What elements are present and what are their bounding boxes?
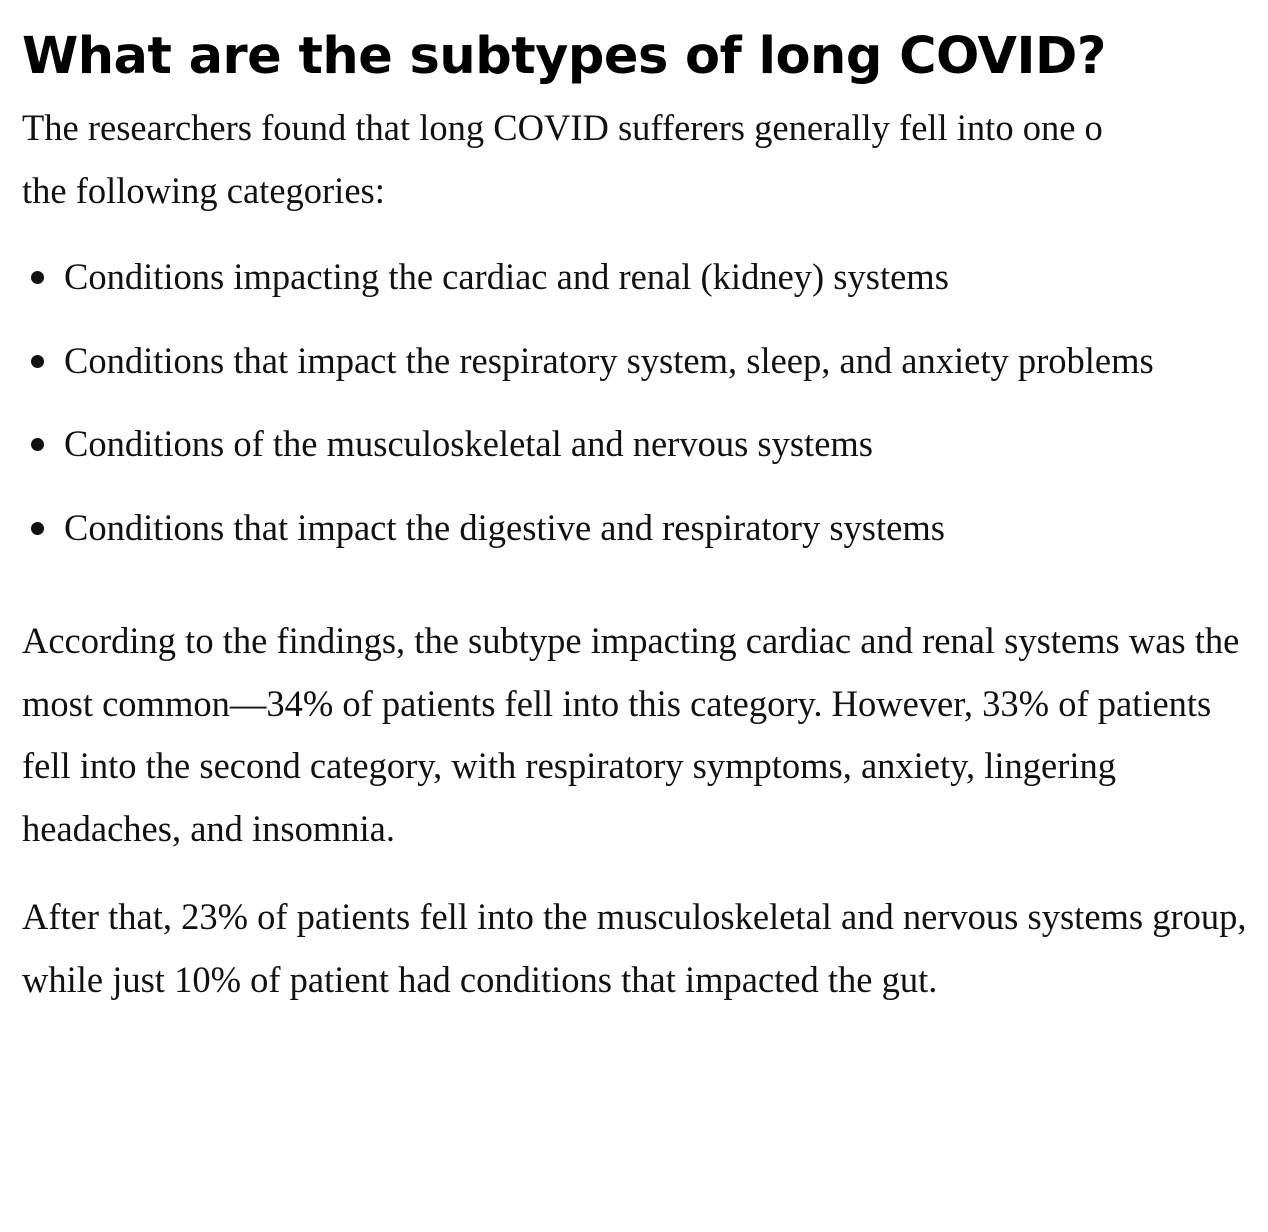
list-item-text: Conditions that impact the digestive and respiratory systems: [64, 506, 945, 548]
bullet-icon: [31, 438, 44, 451]
bullet-icon: [31, 522, 44, 535]
list-item: [22, 246, 1202, 309]
intro-line-2: the following categories:: [22, 169, 385, 211]
bullet-icon: [31, 271, 44, 284]
list-item: [22, 413, 1202, 476]
subtype-list: [22, 246, 1202, 559]
findings-paragraph: According to the findings, the subtype impacting cardiac and renal systems was the most common—34% of patients fell into this category. However, 33% of patients fell into the second category, with respiratory symptoms, anxiety, lingering headaches, and insomnia.: [22, 620, 1240, 849]
list-item-text: Conditions that impact the respiratory system, sleep, and anxiety problems: [64, 339, 1154, 381]
intro-line-1: The researchers found that long COVID sufferers generally fell into one o: [22, 107, 1103, 148]
followup-paragraph: After that, 23% of patients fell into the musculoskeletal and nervous systems group, while just 10% of patient had conditions that impacted the gut.: [22, 896, 1247, 1000]
list-item: [22, 497, 1202, 560]
article-body: [22, 0, 1268, 1011]
bullet-icon: [31, 355, 44, 368]
list-item: [22, 330, 1202, 393]
list-item-text: Conditions impacting the cardiac and renal (kidney) systems: [64, 256, 949, 297]
section-heading: What are the subtypes of long COVID?: [22, 27, 1106, 86]
list-item-text: Conditions of the musculoskeletal and nervous systems: [64, 423, 873, 464]
intro-paragraph: [22, 97, 1268, 222]
